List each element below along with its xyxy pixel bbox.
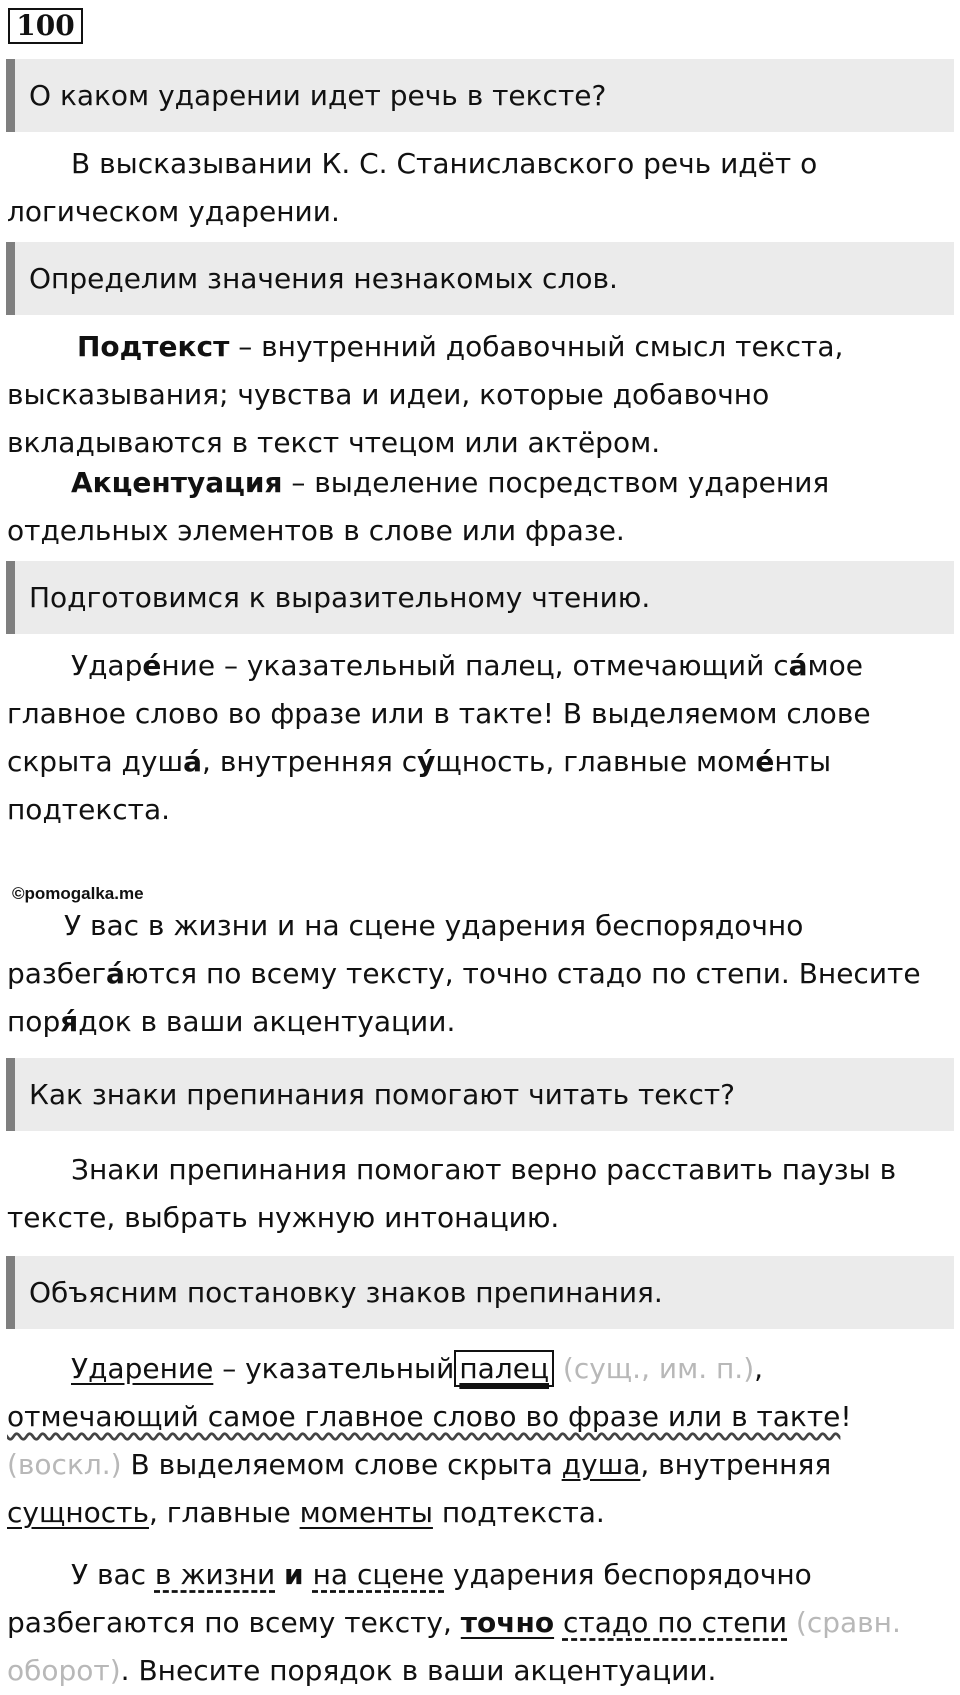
adverbial-phrase: на сцене [312,1558,445,1591]
grammar-note: оборот) [7,1654,121,1687]
text-line: Ударение – указательный палец (сущ., им. п.), [71,1352,764,1385]
definition-text: – выделение посредством ударения [282,466,830,499]
stressed-vowel: а́ [788,649,808,682]
subject-word: Ударение [71,1352,214,1385]
subject-word: душа [561,1448,641,1481]
subject-word: моменты [299,1496,433,1529]
text-line: главное слово во фразе или в такте! В выделяемом слове [7,697,871,730]
stressed-vowel: е́ [755,745,775,778]
text-line: логическом ударении. [7,195,340,228]
text-line: Знаки препинания помогают верно расставить паузы в [71,1153,897,1186]
comparison-word: точно [460,1606,555,1639]
definition-text: – внутренний добавочный смысл текста, [229,330,844,363]
text-line: скрыта душа́, внутренняя су́щность, главные моме́нты [7,745,832,778]
definition-subtext [7,323,952,467]
stressed-vowel: а́ [183,745,203,778]
stressed-vowel: я́ [60,1005,79,1038]
question-bar-logical-stress: О каком ударении идет речь в тексте? [6,59,954,132]
term-subtext: Подтекст [77,330,230,363]
text-line: разбега́ются по всему тексту, точно стадо по степи. Внесите [7,957,921,990]
question-bar-definitions: Определим значения незнакомых слов. [6,242,954,315]
reading-paragraph-2 [7,902,952,1046]
stressed-vowel: а́ [106,957,125,990]
text-line: вкладываются в текст чтецом или актёром. [7,426,661,459]
grammar-note: (воскл.) [7,1448,122,1481]
definition-accentuation [7,459,952,555]
participial-phrase: отмечающий самое главное слово во фразе или в такте [7,1400,841,1433]
text-line: В высказывании К. С. Станиславского речь идёт о [71,147,818,180]
text-line: оборот). Внесите порядок в ваши акцентуации. [7,1654,717,1687]
term-accentuation: Акцентуация [71,466,283,499]
text-line: тексте, выбрать нужную интонацию. [7,1201,560,1234]
task-number: 100 [8,8,83,44]
text-line: отмечающий самое главное слово во фразе или в такте! [7,1400,852,1433]
answer-punctuation-help [7,1146,952,1242]
text-line: отдельных элементов в слове или фразе. [7,514,625,547]
text-line: (воскл.) В выделяемом слове скрыта душа, внутренняя [7,1448,832,1481]
question-bar-punctuation-explain: Объясним постановку знаков препинания. [6,1256,954,1329]
text-line: сущность, главные моменты подтекста. [7,1496,605,1529]
text-line: высказывания; чувства и идеи, которые добавочно [7,378,770,411]
conjunction: и [284,1558,304,1591]
text-line: У вас в жизни и на сцене ударения беспорядочно [64,909,804,942]
subject-word: сущность [7,1496,149,1529]
comparison-phrase: стадо по степи [562,1606,788,1639]
text-line [7,323,952,371]
text-line: подтекста. [7,793,171,826]
stressed-vowel: е́ [142,649,162,682]
question-bar-reading: Подготовимся к выразительному чтению. [6,561,954,634]
grammar-note: (сущ., им. п.) [554,1352,755,1385]
reading-paragraph-1 [7,642,952,834]
stressed-vowel: у́ [417,745,436,778]
predicate-noun: палец [454,1350,554,1387]
text-line [7,459,952,507]
question-bar-punctuation-help: Как знаки препинания помогают читать текст? [6,1058,954,1131]
text-line: разбегаются по всему тексту, точно стадо по степи (сравн. [7,1606,901,1639]
adverbial-phrase: в жизни [154,1558,276,1591]
answer-logical-stress [7,140,952,236]
text-line: У вас в жизни и на сцене ударения беспорядочно [71,1558,812,1591]
analysis-paragraph-2 [7,1551,952,1695]
text-line: Ударе́ние – указательный палец, отмечающий са́мое [71,649,863,682]
watermark: ©pomogalka.me [12,884,144,903]
text-line: поря́док в ваши акцентуации. [7,1005,456,1038]
grammar-note: (сравн. [787,1606,901,1639]
analysis-paragraph-1 [7,1345,952,1537]
